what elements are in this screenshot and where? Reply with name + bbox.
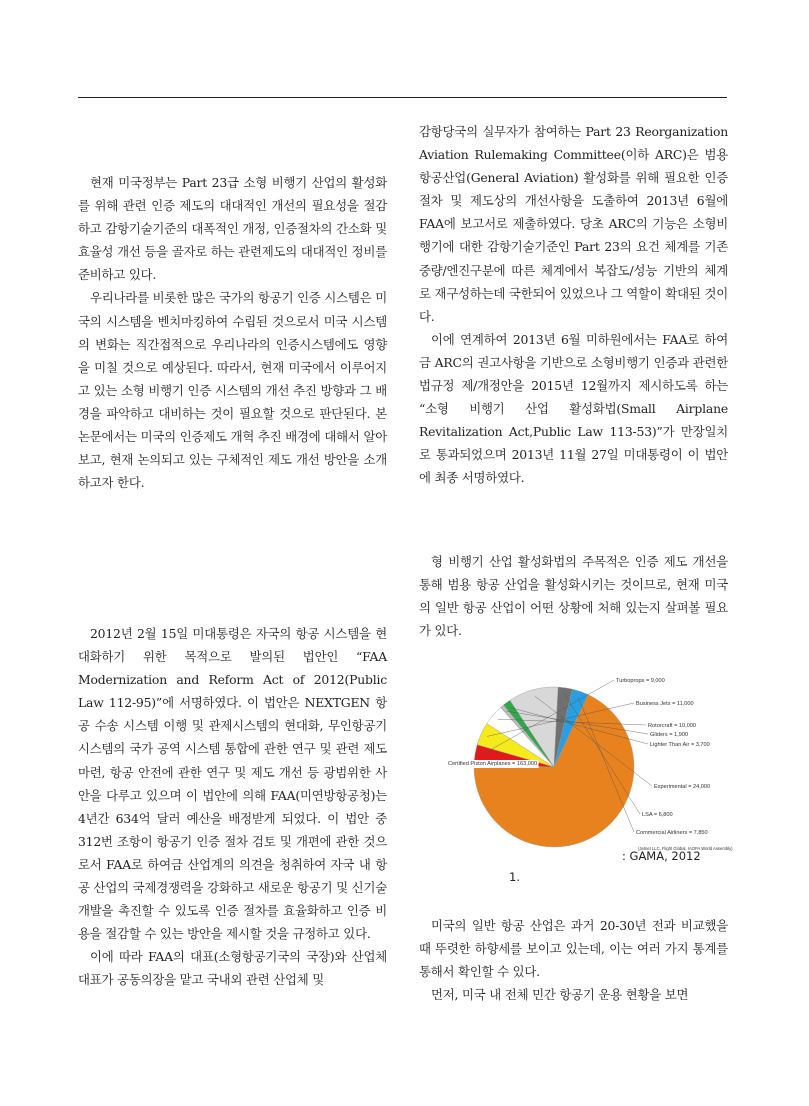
slice-label: Gliders = 1,900 xyxy=(650,732,689,738)
paragraph: 우리나라를 비롯한 많은 국가의 항공기 인증 시스템은 미국의 시스템을 벤치마킹하여 수립된 것으로서 미국 시스템의 변화는 직간접적으로 우리나라의 인증시스템에도 영향을 미칠 것으로 예상된다. 따라서, 현재 미국에서 이루어지고 있는 소형 비행기 인증 시스템의 개선 추진 방향과 그 배경을 파악하고 대비하는 것이 필요할 것으로 판단된다. 본 논문에서는 미국의 인증제도 개혁 추진 배경에 대해서 알아보고, 현재 논의되고 있는 구체적인 제도 개선 방안을 소개하고자 한다. xyxy=(78,290,387,491)
slice-label: Turboprops = 9,000 xyxy=(616,678,665,684)
paragraph: 이에 연계하여 2013년 6월 미하원에서는 FAA로 하여금 ARC의 권고사항을 기반으로 소형비행기 인증과 관련한 법규정 제/개정안을 2015년 12월까지 제시하도록 하는 “소형 비행기 산업 활성화법(Small Airplane Revitalization Act,Public Law 113-53)”가 만장일치로 통과되었으며 2013년 11월 27일 미대통령이 이 법안에 최종 서명하였다. xyxy=(419,331,728,486)
column-1-top xyxy=(78,171,387,494)
paragraph: 이에 따라 FAA의 대표(소형항공기국의 국장)와 산업체 대표가 공동의장을 맡고 국내외 관련 산업체 및 xyxy=(78,949,387,988)
slice-label: LSA = 6,800 xyxy=(642,812,673,818)
paragraph: 감항당국의 실무자가 참여하는 Part 23 Reorganization Aviation Rulemaking Committee(이하 ARC)은 범용항공산업(General Aviation) 활성화를 위해 필요한 인증 절차 및 제도상의 개선사항을 도출하여 2013년 6월에 FAA에 보고서로 제출하였다. 당초 ARC의 기능은 소형비행기에 대한 감항기술기준인 Part 23의 요건 체계를 기존 중량/엔진구분에 따른 체계에서 복잡도/성능 기반의 체계로 재구성하는데 국한되어 있었으나 그 역할이 확대된 것이다. xyxy=(419,124,728,324)
slice-label: Commercial Airliners = 7,850 xyxy=(636,830,708,836)
paragraph: 형 비행기 산업 활성화법의 주목적은 인증 제도 개선을 통해 범용 항공 산업을 활성화시키는 것이므로, 현재 미국의 일반 항공 산업이 어떤 상황에 처해 있는지 살펴볼 필요가 있다. xyxy=(419,554,728,639)
column-2-middle xyxy=(419,550,728,642)
slice-label: Lighter Than Air = 3,700 xyxy=(650,742,710,748)
pie-chart-figure xyxy=(428,670,733,855)
paragraph: 먼저, 미국 내 전체 민간 항공기 운용 현황을 보면 xyxy=(431,987,689,1003)
slice-label: Rotorcraft = 10,000 xyxy=(648,723,697,729)
paragraph: 미국의 일반 항공 산업은 과거 20-30년 전과 비교했을 때 뚜렷한 하향세를 보이고 있는데, 이는 여러 가지 통계를 통해서 확인할 수 있다. xyxy=(419,918,728,980)
paragraph: 현재 미국정부는 Part 23급 소형 비행기 산업의 활성화를 위해 관련 인증 제도의 대대적인 개선의 필요성을 절감하고 감항기술기준의 대폭적인 개정, 인증절차의 간소화 및 효율성 개선 등을 골자로 하는 관련제도의 대대적인 정비를 준비하고 있다. xyxy=(78,175,387,283)
slice-label: Certified Piston Airplanes = 163,000 xyxy=(448,761,538,767)
paragraph: 2012년 2월 15일 미대통령은 자국의 항공 시스템을 현대화하기 위한 목적으로 발의된 법안인 “FAA Modernization and Reform Act of 2012(Public Law 112-95)”에 서명하였다. 이 법안은 NEXTGEN 항공 수송 시스템 이행 및 관제시스템의 현대화, 무인항공기 시스템의 국가 공역 시스템 통합에 관한 연구 및 관련 제도 마련, 항공 안전에 관한 연구 및 제도 개선 등 광범위한 사안을 다루고 있으며 이 법안에 의해 FAA(미연방항공청)는 4년간 634억 달러 예산을 배정받게 되었다. 이 법안 중 312번 조항이 항공기 인증 절차 검토 및 개편에 관한 것으로서 FAA로 하여금 산업계의 의견을 청취하여 자국 내 항공 산업의 국제경쟁력을 강화하고 새로운 항공기 및 신기술 개발을 촉진할 수 있도록 인증 절차를 효율화하고 인증 비용을 절감할 수 있는 방안을 제시할 것을 규정하고 있다. xyxy=(78,626,387,942)
figure-number: 1. xyxy=(509,870,520,884)
figure-footnote: (Jetnet LLC, Flight Global, IAOPA World Assembly) xyxy=(638,846,733,851)
figure-source: : GAMA, 2012 xyxy=(622,849,701,863)
pie-chart xyxy=(428,670,733,855)
column-1-bottom xyxy=(78,622,387,992)
header-rule xyxy=(78,97,727,98)
slice-label: Experimental = 24,000 xyxy=(654,784,711,790)
slice-label: Business Jets = 11,000 xyxy=(636,701,694,707)
column-2-bottom xyxy=(419,914,728,1006)
column-2-top xyxy=(419,120,728,490)
